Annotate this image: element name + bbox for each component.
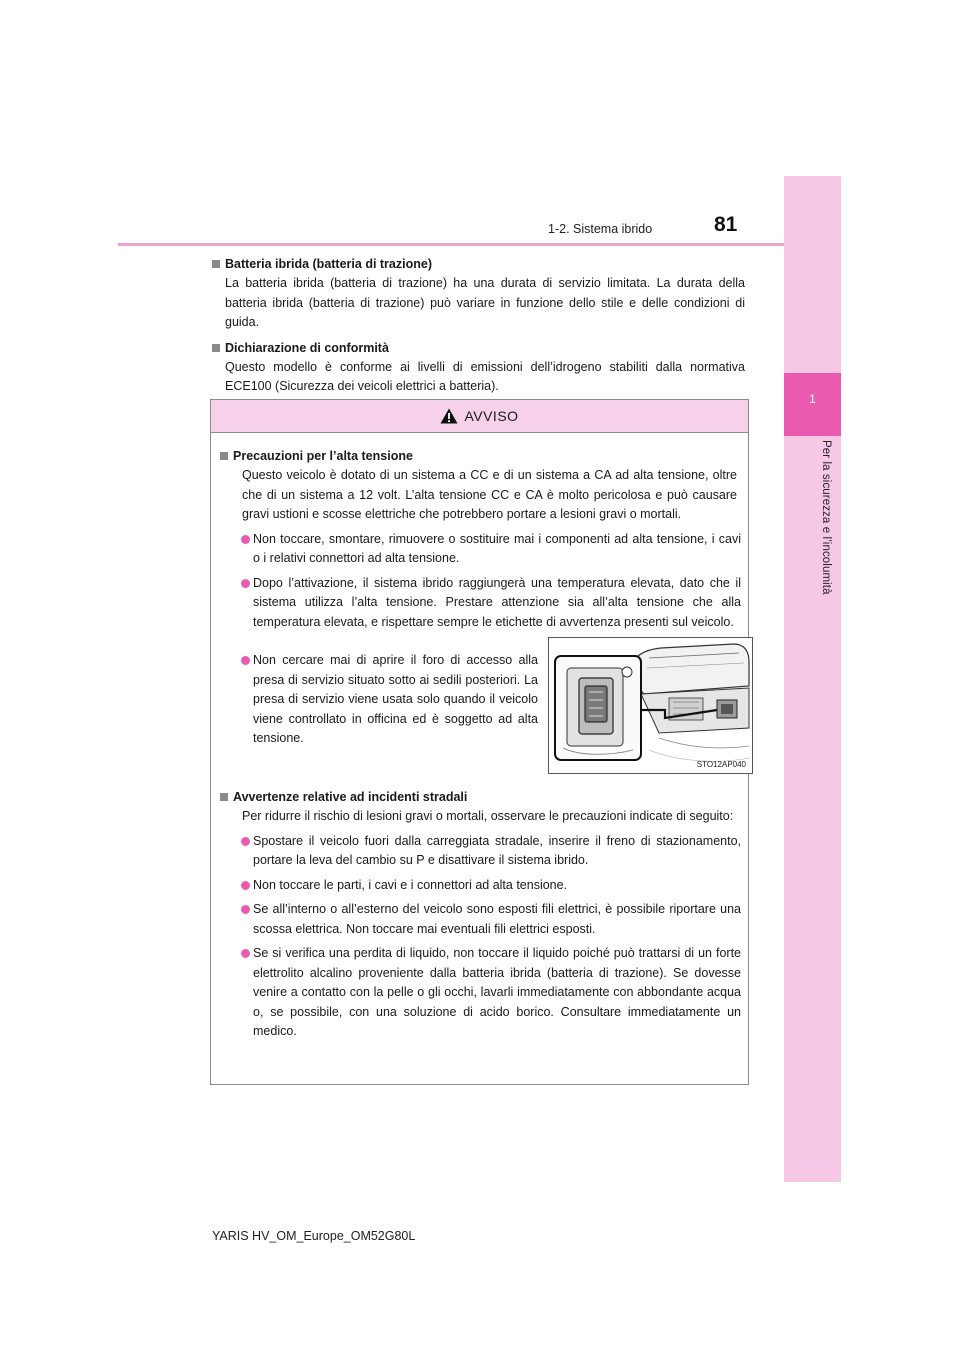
bullet-with-illustration [220, 637, 746, 774]
service-plug-illustration [548, 637, 753, 774]
square-bullet-icon [212, 344, 220, 352]
intro-block-conformity [212, 339, 745, 397]
warning-heading-accidents: Avvertenze relative ad incidenti stradali [220, 788, 743, 807]
warning-bullet: Non toccare, smontare, rimuovere o sostituire mai i componenti ad alta tensione, i cavi o i relativi connettori ad alta tensione. [220, 530, 743, 569]
chapter-label: Per la sicurezza e l’incolumità [820, 440, 832, 595]
bullet-dot-icon [241, 579, 250, 588]
warning-box [210, 399, 749, 1085]
rear-seat-service-plug-icon [549, 638, 752, 773]
warning-paragraph: Per ridurre il rischio di lesioni gravi o mortali, osservare le precauzioni indicate di seguito: [242, 809, 734, 823]
warning-bullet: Spostare il veicolo fuori dalla carreggiata stradale, inserire il freno di stazionamento, portare la leva del cambio su P e disattivare il sistema ibrido. [220, 832, 743, 871]
intro-heading [212, 339, 745, 358]
bullet-dot-icon [241, 656, 250, 665]
square-bullet-icon [220, 452, 228, 460]
warning-bullet: Se all’interno o all’esterno del veicolo sono esposti fili elettrici, è possibile riportare una scossa elettrica. Non toccare mai eventuali fili elettrici esposti. [220, 900, 743, 939]
intro-block-battery [212, 255, 745, 333]
bullet-dot-icon [241, 905, 250, 914]
warning-body [211, 433, 748, 1042]
intro-heading-text: Batteria ibrida (batteria di trazione) [225, 257, 432, 271]
chapter-number: 1 [809, 392, 816, 406]
page-number: 81 [714, 213, 738, 236]
intro-heading-text: Dichiarazione di conformità [225, 340, 389, 355]
chapter-side-tab [784, 176, 841, 1182]
warning-title: AVVISO [464, 408, 519, 424]
square-bullet-icon [220, 793, 228, 801]
manual-footer-id: YARIS HV_OM_Europe_OM52G80L [212, 1229, 416, 1243]
intro-content [212, 255, 745, 403]
header-divider [118, 243, 784, 246]
warning-header [211, 400, 748, 433]
image-code: STO12AP040 [696, 760, 746, 769]
warning-bullet: Dopo l’attivazione, il sistema ibrido raggiungerà una temperatura elevata, dato che il sistema utilizza l’alta tensione. Prestare attenzione sia all’alta tensione che alla temperatura elevata, e rispettare sempre le etichette di avvertenza presenti sul veicolo. [220, 574, 743, 633]
section-title: 1-2. Sistema ibrido [548, 222, 653, 236]
intro-heading [212, 255, 745, 274]
square-bullet-icon [212, 260, 220, 268]
warning-heading-high-voltage: Precauzioni per l’alta tensione [220, 447, 743, 466]
warning-bullet: Non toccare le parti, i cavi e i connettori ad alta tensione. [220, 876, 743, 896]
warning-bullet: Non cercare mai di aprire il foro di accesso alla presa di servizio situato sotto ai sedili posteriori. La presa di servizio viene usata solo quando il veicolo viene controllato in officina ed è soggetto ad alta tensione. [220, 651, 540, 774]
intro-paragraph: La batteria ibrida (batteria di trazione) ha una durata di servizio limitata. La durata della batteria ibrida (batteria di trazione) può variare in funzione dello stile e delle condizioni di guida. [225, 276, 745, 329]
warning-triangle-icon [440, 408, 458, 424]
warning-bullet: Se si verifica una perdita di liquido, non toccare il liquido poiché può trattarsi di un forte elettrolito alcalino proveniente dalla batteria ibrida (batteria di trazione). Se dovesse venire a contatto con la pelle o gli occhi, lavarli immediatamente con abbondante acqua o, se possibile, con una soluzione di acido borico. Consultare immediatamente un medico. [220, 944, 743, 1042]
intro-paragraph: Questo modello è conforme ai livelli di emissioni dell’idrogeno stabiliti dalla normativa ECE100 (Sicurezza dei veicoli elettrici a batteria). [225, 359, 745, 393]
bullet-dot-icon [241, 881, 250, 890]
bullet-dot-icon [241, 837, 250, 846]
bullet-dot-icon [241, 949, 250, 958]
bullet-dot-icon [241, 535, 250, 544]
warning-paragraph: Questo veicolo è dotato di un sistema a CC e di un sistema a CA ad alta tensione, oltre che di un sistema a 12 volt. L’alta tensione CC e CA è molto pericolosa e può causare gravi ustioni e scosse elettriche che potrebbero portare a lesioni gravi o mortali. [242, 468, 737, 521]
